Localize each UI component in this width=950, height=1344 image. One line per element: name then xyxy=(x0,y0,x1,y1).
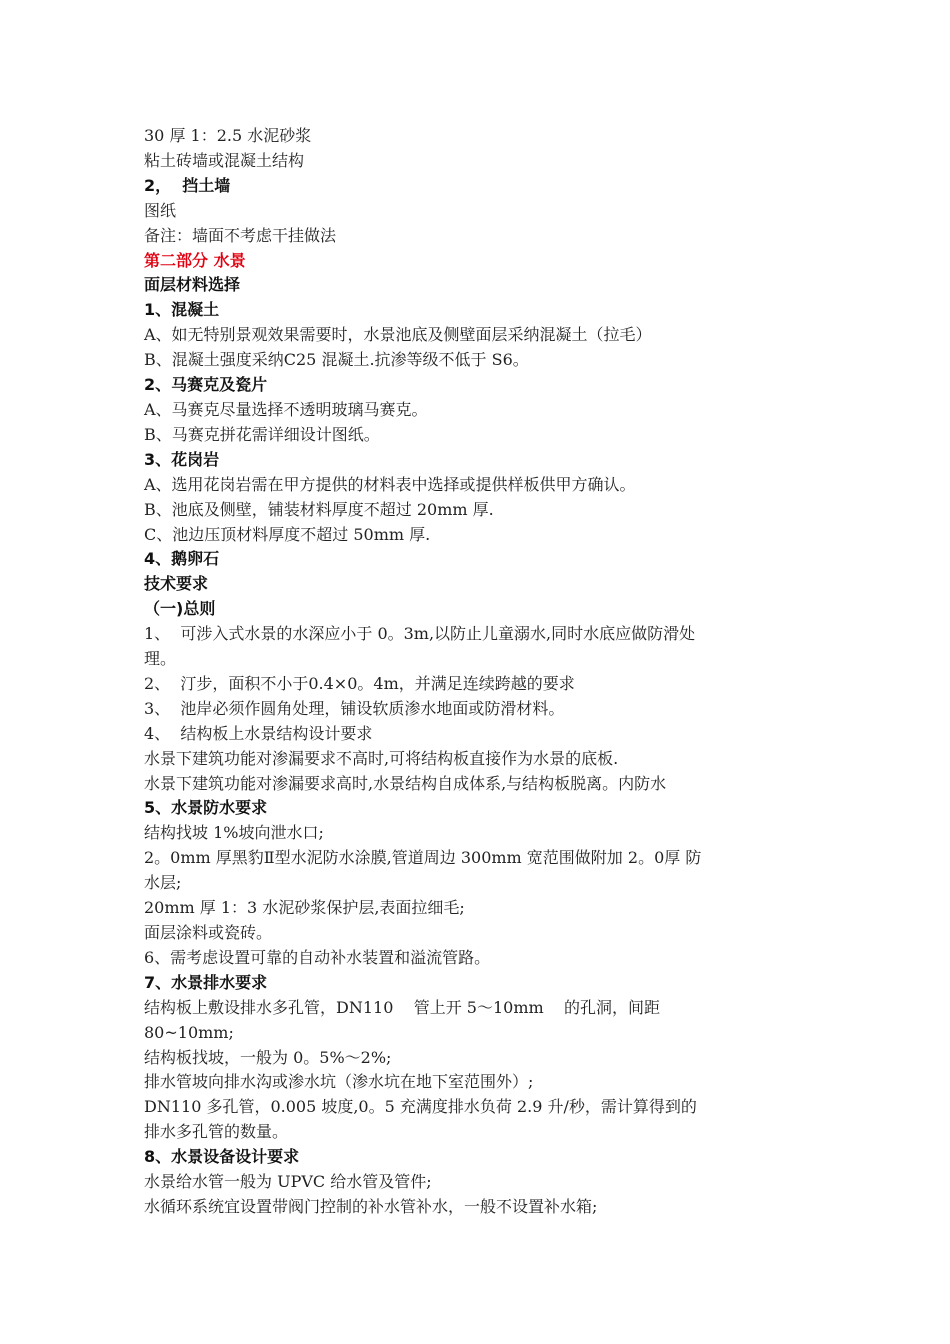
section-heading: 1、混凝土 xyxy=(144,300,220,320)
text-line: A、马赛克尽量选择不透明玻璃马赛克。 xyxy=(144,399,428,419)
text-line: 排水管坡向排水沟或渗水坑（渗水坑在地下室范围外）; xyxy=(144,1072,534,1092)
text-line: 3、 池岸必须作圆角处理，铺设软质渗水地面或防滑材料。 xyxy=(144,698,565,718)
text-line: 30 厚 1：2.5 水泥砂浆 xyxy=(144,126,312,145)
text-line: 水循环系统宜设置带阀门控制的补水管补水，一般不设置补水箱; xyxy=(144,1196,598,1216)
text-line: 2、 汀步，面积不小于0.4×0。4m，并满足连续跨越的要求 xyxy=(144,673,575,693)
text-line: 排水多孔管的数量。 xyxy=(144,1122,289,1142)
section-heading: 技术要求 xyxy=(144,574,209,594)
section-heading: 5、水景防水要求 xyxy=(144,798,268,818)
text-line: C、池边压顶材料厚度不超过 50mm 厚. xyxy=(144,524,431,544)
text-line: 粘土砖墙或混凝土结构 xyxy=(144,150,305,170)
text-line: 理。 xyxy=(144,649,177,669)
section-title: 第二部分 水景 xyxy=(144,250,246,270)
section-heading: 3、花岗岩 xyxy=(144,449,220,469)
text-line: B、马赛克拼花需详细设计图纸。 xyxy=(144,424,380,444)
section-heading: 2、马赛克及瓷片 xyxy=(144,375,268,395)
section-heading: 4、鹅卵石 xyxy=(144,549,220,569)
text-line: 备注：墙面不考虑干挂做法 xyxy=(144,225,337,245)
text-line: 6、需考虑设置可靠的自动补水装置和溢流管路。 xyxy=(144,947,491,967)
section-heading: 2， 挡土墙 xyxy=(144,175,231,195)
text-line: 水景下建筑功能对渗漏要求高时,水景结构自成体系,与结构板脱离。内防水 xyxy=(144,773,667,793)
section-heading: （一)总则 xyxy=(144,599,216,619)
text-line: B、混凝土强度采纳C25 混凝土.抗渗等级不低于 S6。 xyxy=(144,350,529,370)
text-line: 1、 可涉入式水景的水深应小于 0。3m,以防止儿童溺水,同时水底应做防滑处 xyxy=(144,624,696,644)
document-body xyxy=(144,124,804,1220)
text-line: DN110 多孔管，0.005 坡度,0。5 充满度排水负荷 2.9 升/秒，需计算得到的 xyxy=(144,1097,697,1117)
section-heading: 8、水景设备设计要求 xyxy=(144,1147,300,1167)
text-line: 结构板找坡，一般为 0。5%～2%; xyxy=(144,1047,392,1067)
text-line: 图纸 xyxy=(144,200,177,220)
text-line: 水层; xyxy=(144,873,182,893)
section-heading: 7、水景排水要求 xyxy=(144,972,268,992)
text-line: 面层涂料或瓷砖。 xyxy=(144,923,273,942)
text-line: 2。0mm 厚黑豹Ⅱ型水泥防水涂膜,管道周边 300mm 宽范围做附加 2。0厚 防 xyxy=(144,848,702,868)
text-line: 水景给水管一般为 UPVC 给水管及管件; xyxy=(144,1172,432,1192)
text-line: 水景下建筑功能对渗漏要求不高时,可将结构板直接作为水景的底板. xyxy=(144,748,619,768)
text-line: 结构板上敷设排水多孔管，DN110 管上开 5～10mm 的孔洞，间距 xyxy=(144,997,661,1017)
text-line: 4、 结构板上水景结构设计要求 xyxy=(144,723,373,743)
section-heading: 面层材料选择 xyxy=(144,275,241,295)
text-line: 结构找坡 1%坡向泄水口; xyxy=(144,823,324,843)
text-line: A、选用花岗岩需在甲方提供的材料表中选择或提供样板供甲方确认。 xyxy=(144,474,636,494)
text-line: 20mm 厚 1：3 水泥砂浆保护层,表面拉细毛; xyxy=(144,898,465,918)
text-line: A、如无特别景观效果需要时，水景池底及侧壁面层采纳混凝土（拉毛） xyxy=(144,325,652,345)
text-line: 80~10mm; xyxy=(144,1022,234,1042)
text-line: B、池底及侧壁，铺装材料厚度不超过 20mm 厚. xyxy=(144,499,494,519)
